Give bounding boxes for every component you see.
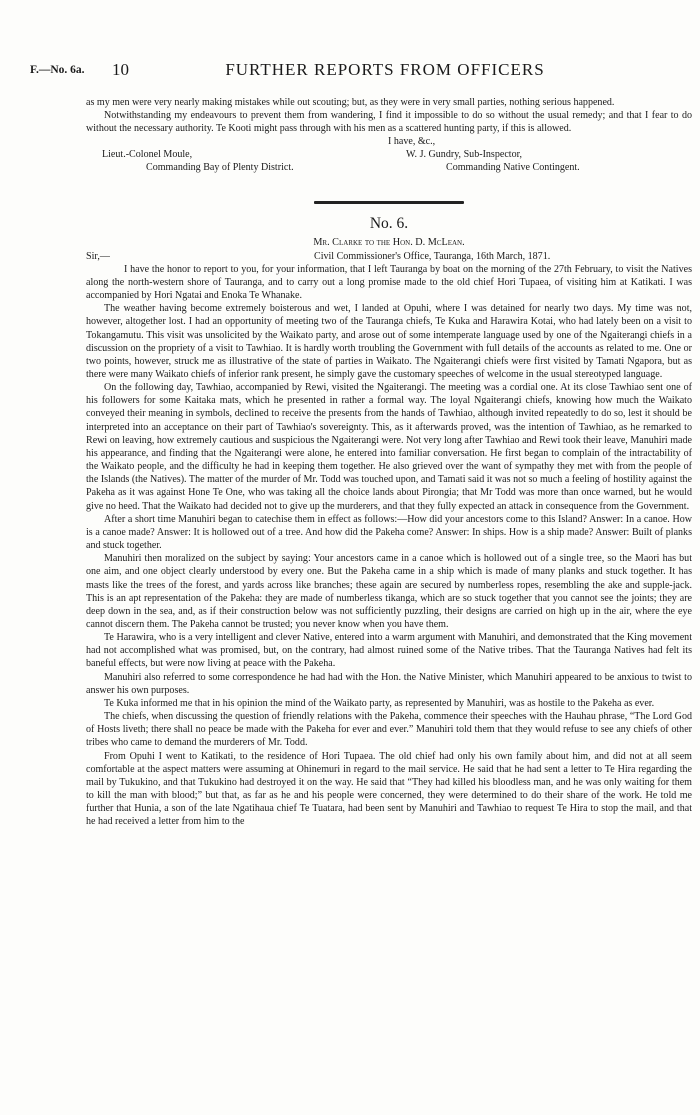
letter-address-line: Mr. Clarke to the Hon. D. McLean. (313, 237, 465, 249)
office-dateline: Civil Commissioner's Office, Tauranga, 16th March, 1871. (314, 250, 551, 262)
letter-paragraph: On the following day, Tawhiao, accompanied by Rewi, visited the Ngaiterangi. The meeting was a cordial one. At its close Tawhiao sent one of his followers for some Kaitaka mats, which he presented in rather a formal way. The loyal Ngaiterangi chiefs, knowing how much the Waikato conveyed their meaning in symbols, declined to receive the presents from the hands of Tawhiao, although invited repeatedly to do so, lest it should be interpreted into an acceptance on their part of Tawhiao's sovereignty. This, as it afterwards proved, was the intention of Tawhiao, as he remarked to Rewi on leaving, how extremely cautious and suspicious the Ngaiterangi were. Not very long after Tawhiao and Rewi took their leave, Manuhiri made his appearance, and finding that the Ngaiterangi were alone, he entered into familiar conversation. He first began to complain of the intractability of the Waikato people, and the difficulty he had in keeping them together. He also grieved over the want of sympathy they met with from the people of the Islands (the Natives). The matter of the murder of Mr. Todd was touched upon, and Tamati said it was not so much a feeling of hostility against the Pakeha as it was against Hone Te One, who was taking all the choice lands about Pirongia; that Mr Todd was more than once warned, but he would give no heed. That the Waikato had decided not to give up the murderers, and that they fully expected an attack in consequence from the Government. (86, 382, 692, 512)
intro-paragraph-2: Notwithstanding my endeavours to prevent them from wandering, I find it impossible to do so without the usual remedy; and that I fear to do without the necessary authority. Te Kooti might pass through with his men as a scattered hunting party, if this is allowed. (86, 110, 692, 135)
letter-paragraph: From Opuhi I went to Katikati, to the residence of Hori Tupaea. The old chief had only his own family about him, and did not at all seem comfortable at the aspect matters were assuming at Ohinemuri in regard to the mail service. He said that he had sent a letter to Te Hira regarding the mail by Tukukino, and that Tukukino had destroyed it on the way. He said that “They had killed his bloodless man, and he was only waiting for them to kill the man with blood;” but that, as far as he and his people were concerned, they were determined to do their share of the work. He told me further that Hunia, a son of the late Ngatihaua chief Te Tuatara, had been sent by Manuhiri and Tawhiao to request Te Hira to stop the mail, and that he had received a letter from him to the (86, 750, 692, 828)
addressee-name: Lieut.-Colonel Moule, (102, 149, 193, 161)
addressee-role: Commanding Bay of Plenty District. (146, 162, 294, 174)
page-header (30, 60, 670, 80)
letter-number: No. 6. (369, 215, 409, 233)
salutation: Sir,— (86, 250, 110, 262)
letter-paragraph: The weather having become extremely boisterous and wet, I landed at Opuhi, where I was detained for nearly two days. My time was not, however, altogether lost. I had an opportunity of meeting two of the Tauranga chiefs, Te Kuka and Harawira Kotai, who had lately been on a visit to Tokangamutu. This visit was unsolicited by the Waikato party, and arose out of some intemperate language used by one of the Ngaiterangi chiefs in a discussion on the propriety of a visit to Tawhiao. It is hardly worth troubling the Government with full details of the accounts as related to me. One or two points, however, struck me as illustrative of the state of parties in Waikato. The Ngaiterangi chiefs were first visited by Tamati Ngapora, but as there were many Waikato chiefs of inferior rank present, he simply gave the customary speeches of welcome in the usual stereotyped language. (86, 303, 692, 381)
page-body (86, 96, 692, 828)
letter-paragraph: Manuhiri also referred to some correspondence he had had with the Hon. the Native Minister, which Manuhiri appeared to be anxious to twist to answer his own purposes. (86, 671, 692, 696)
letter-paragraph: Manuhiri then moralized on the subject by saying: Your ancestors came in a canoe which is hollowed out of a single tree, so the Maori has but one aim, and one object clearly understood by every one. But the Pakeha came in a ship which is made of many planks and stuck together. It has masts like the trees of the forest, and yards across like branches; these again are secured by numberless ropes, resembling the ake and supple-jack. This is an apt representation of the Pakeha: they are made of numberless tikanga, which are so stuck together that you cannot see the joints; they are deep down in the sea, and, as if their construction below was not sufficiently puzzling, their designs are carried on high up in the air, where the eye cannot discern them. The Pakeha cannot be trusted; you never know when you have them. (86, 553, 692, 630)
signature-block (86, 135, 692, 187)
intro-paragraph-1: as my men were very nearly making mistakes while out scouting; but, as they were in very small parties, nothing serious happened. (86, 97, 615, 108)
closing-phrase: I have, &c., (388, 136, 436, 148)
salutation-row (86, 250, 692, 263)
sender-role: Commanding Native Contingent. (446, 162, 580, 174)
paper-reference: F.—No. 6a. (30, 64, 85, 76)
letter-paragraph: The chiefs, when discussing the question of friendly relations with the Pakeha, commence their speeches with the Hauhau phrase, “The Lord God of Hosts liveth; there shall no peace be made with the Pakeha for ever and ever.” Manuhiri told them that they would refuse to see any chiefs of other tribes who came to demand the murderers of Mr. Todd. (86, 711, 692, 749)
page-number: 10 (112, 60, 129, 79)
running-title: FURTHER REPORTS FROM OFFICERS (225, 60, 545, 79)
letter-paragraph: I have the honor to report to you, for your information, that I left Tauranga by boat on the morning of the 27th February, to visit the Natives along the north-western shore of Tauranga, and to carry out a long promise made to the old chief Hori Tupaea, of visiting him at Katikati. I was accompanied by Hori Ngatai and Enoka Te Whanake. (86, 263, 692, 302)
section-divider (314, 201, 464, 204)
sender-name: W. J. Gundry, Sub-Inspector, (406, 149, 523, 161)
letter-paragraph: After a short time Manuhiri began to catechise them in effect as follows:—How did your ancestors come to this Island? Answer: In a canoe. How is a canoe made? Answer: It is hollowed out of a tree. And how did the Pakeha come? Answer: In ships. How is a ship made? Answer: Built of planks and stuck together. (86, 513, 692, 552)
letter-paragraph: Te Harawira, who is a very intelligent and clever Native, entered into a warm argument with Manuhiri, and demonstrated that the King movement had not accomplished what was promised, but, on the contrary, had almost ruined some of the Native tribes. That the Tauranga Natives had felt its baneful effects, but were now living at peace with the Pakeha. (86, 632, 692, 670)
letter-paragraph: Te Kuka informed me that in his opinion the mind of the Waikato party, as represented by Manuhiri, was as hostile to the Pakeha as ever. (104, 697, 655, 709)
